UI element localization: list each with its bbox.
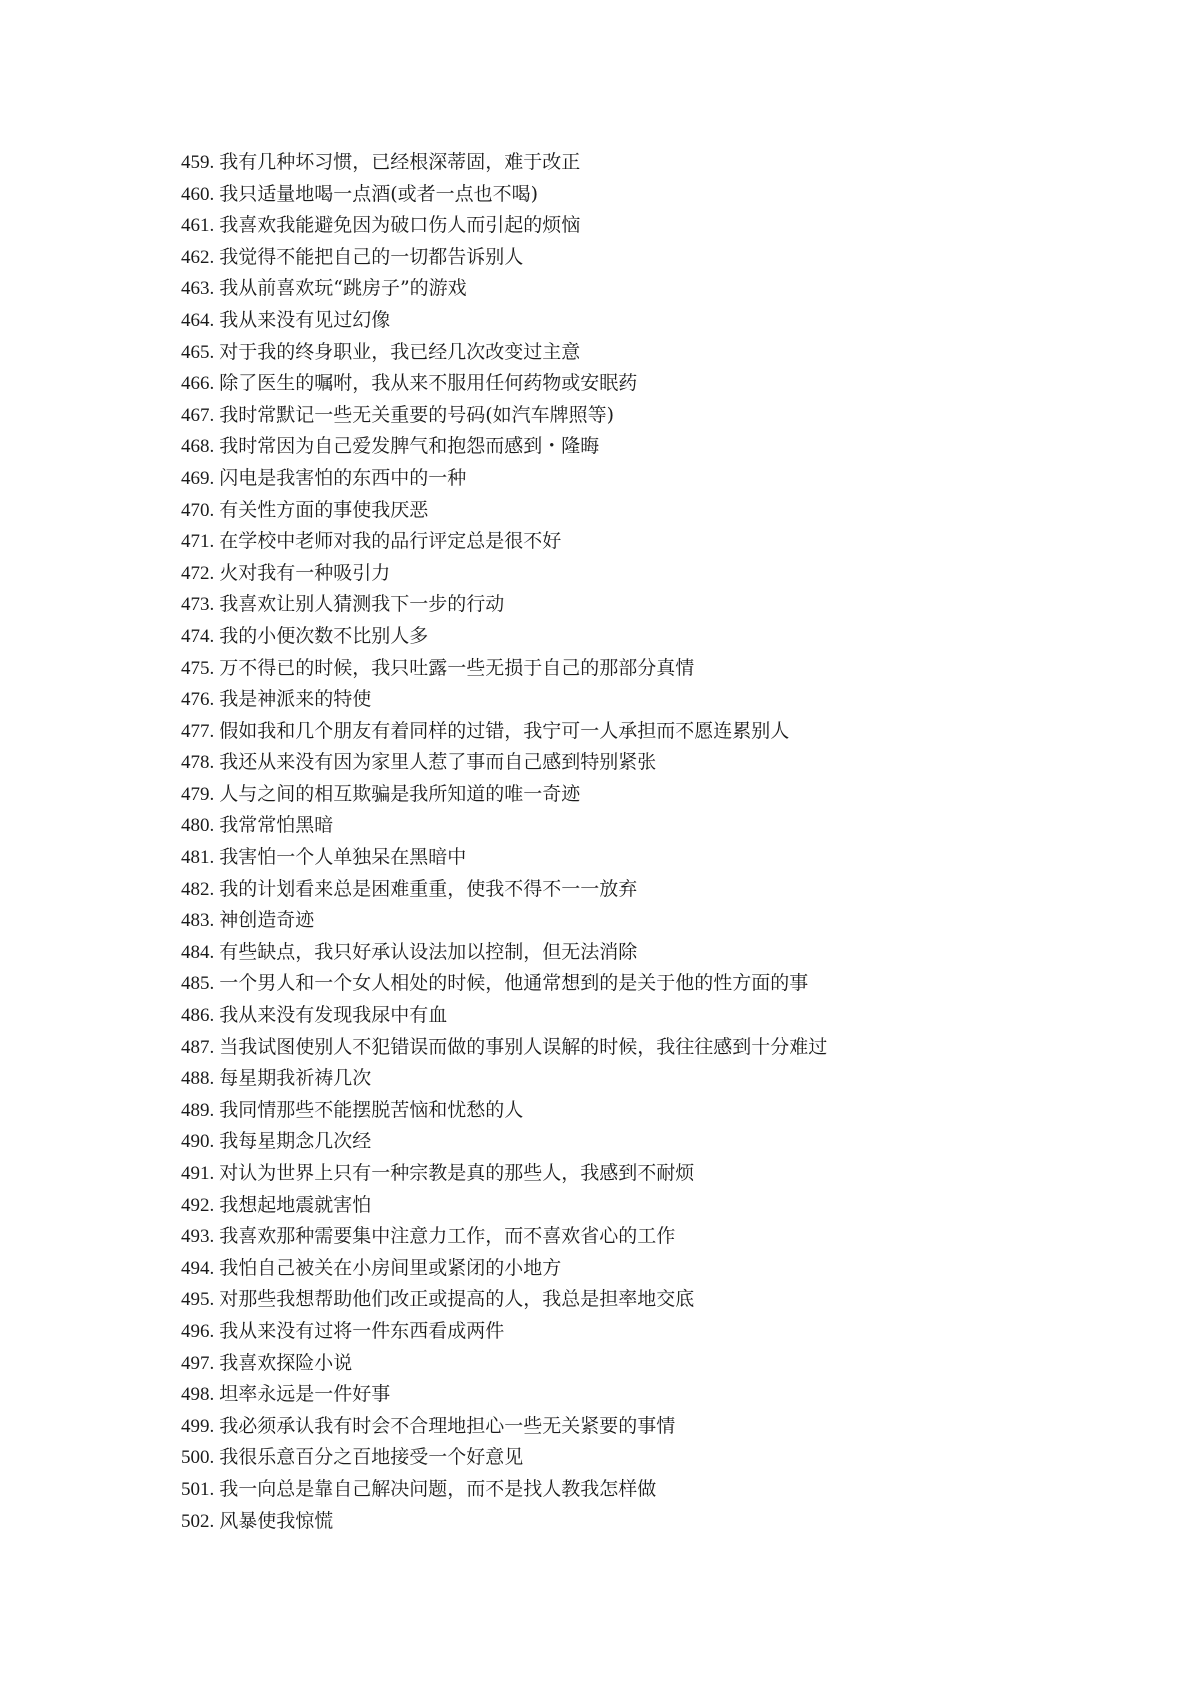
question-number: 501. — [181, 1478, 215, 1500]
question-number: 474. — [181, 625, 215, 647]
question-text: 除了医生的嘱咐，我从来不服用任何药物或安眠药 — [219, 372, 638, 395]
question-item — [181, 589, 827, 621]
question-item — [181, 1506, 827, 1538]
question-number: 466. — [181, 373, 215, 395]
question-item — [181, 526, 827, 558]
question-text: 有些缺点，我只好承认设法加以控制，但无法消除 — [219, 940, 638, 963]
question-text: 我想起地震就害怕 — [219, 1193, 372, 1216]
question-item — [181, 905, 827, 937]
question-text: 当我试图使别人不犯错误而做的事别人误解的时候，我往往感到十分难过 — [219, 1035, 828, 1058]
question-number: 481. — [181, 847, 215, 869]
question-item — [181, 242, 827, 274]
question-number: 465. — [181, 341, 215, 363]
question-item — [181, 147, 827, 179]
question-item — [181, 1190, 827, 1222]
question-number: 469. — [181, 467, 215, 489]
question-text: 风暴使我惊慌 — [219, 1509, 334, 1532]
question-text: 对认为世界上只有一种宗教是真的那些人，我感到不耐烦 — [219, 1162, 695, 1184]
question-item — [181, 337, 827, 369]
question-item — [181, 368, 827, 400]
question-item — [181, 747, 827, 779]
question-number: 470. — [181, 499, 215, 521]
question-text: 在学校中老师对我的品行评定总是很不好 — [219, 530, 562, 553]
question-text: 对于我的终身职业，我已经几次改变过主意 — [219, 340, 581, 363]
question-text: 我必须承认我有时会不合理地担心一些无关紧要的事情 — [219, 1414, 676, 1437]
question-number: 459. — [181, 152, 215, 173]
question-text: 我时常默记一些无关重要的号码(如汽车牌照等) — [219, 403, 615, 426]
question-number: 491. — [181, 1163, 215, 1184]
question-item — [181, 400, 827, 432]
question-number: 461. — [181, 215, 215, 237]
question-item — [181, 1474, 827, 1506]
question-number: 492. — [181, 1194, 215, 1216]
question-number: 464. — [181, 309, 215, 331]
question-number: 462. — [181, 246, 215, 268]
question-number: 485. — [181, 973, 215, 995]
question-item — [181, 1316, 827, 1348]
question-item — [181, 1126, 827, 1158]
question-text: 对那些我想帮助他们改正或提高的人，我总是担率地交底 — [219, 1288, 695, 1311]
question-number: 497. — [181, 1352, 215, 1374]
question-number: 476. — [181, 689, 215, 711]
question-number: 478. — [181, 752, 215, 774]
question-number: 498. — [181, 1384, 215, 1406]
question-number: 487. — [181, 1036, 215, 1058]
question-number: 482. — [181, 878, 215, 900]
question-text: 我的计划看来总是困难重重，使我不得不一一放弃 — [219, 877, 638, 900]
question-item — [181, 179, 827, 211]
question-text: 假如我和几个朋友有着同样的过错，我宁可一人承担而不愿连累别人 — [219, 719, 790, 742]
question-item — [181, 1032, 827, 1064]
question-item — [181, 1348, 827, 1380]
question-item — [181, 1063, 827, 1095]
question-number: 500. — [181, 1447, 215, 1469]
question-text: 我有几种坏习惯，已经根深蒂固，难于改正 — [219, 151, 581, 173]
question-number: 471. — [181, 531, 215, 553]
question-text: 我常常怕黑暗 — [219, 814, 334, 837]
question-text: 闪电是我害怕的东西中的一种 — [219, 466, 467, 489]
question-item — [181, 779, 827, 811]
question-number: 496. — [181, 1320, 215, 1342]
question-number: 472. — [181, 562, 215, 584]
question-item — [181, 937, 827, 969]
question-number: 460. — [181, 183, 215, 205]
question-text: 我一向总是靠自己解决问题，而不是找人教我怎样做 — [219, 1477, 657, 1500]
question-text: 有关性方面的事使我厌恶 — [219, 498, 429, 521]
question-text: 我喜欢探险小说 — [219, 1351, 353, 1374]
question-text: 我喜欢那种需要集中注意力工作，而不喜欢省心的工作 — [219, 1225, 676, 1248]
question-number: 502. — [181, 1510, 215, 1532]
question-text: 人与之间的相互欺骗是我所知道的唯一奇迹 — [219, 782, 581, 805]
question-number: 467. — [181, 404, 215, 426]
question-text: 我时常因为自己爱发脾气和抱怨而感到・隆晦 — [219, 435, 600, 458]
question-item — [181, 810, 827, 842]
question-text: 我是神派来的特使 — [219, 688, 372, 711]
question-text: 我每星期念几次经 — [219, 1130, 372, 1153]
question-number: 483. — [181, 910, 215, 932]
question-item — [181, 874, 827, 906]
question-item — [181, 1284, 827, 1316]
question-item — [181, 842, 827, 874]
question-number: 475. — [181, 657, 215, 679]
question-text: 我觉得不能把自己的一切都告诉别人 — [219, 245, 524, 268]
question-number: 463. — [181, 278, 215, 300]
question-text: 我很乐意百分之百地接受一个好意见 — [219, 1446, 524, 1469]
question-text: 我从来没有发现我尿中有血 — [219, 1004, 448, 1027]
question-text: 我的小便次数不比别人多 — [219, 624, 429, 647]
question-item — [181, 558, 827, 590]
question-text: 每星期我祈祷几次 — [219, 1067, 372, 1090]
question-text: 我只适量地喝一点酒(或者一点也不喝) — [219, 182, 539, 205]
question-item — [181, 621, 827, 653]
question-number: 477. — [181, 720, 215, 742]
question-text: 我从来没有见过幻像 — [219, 308, 391, 331]
question-text: 火对我有一种吸引力 — [219, 561, 391, 584]
question-text: 我从前喜欢玩“跳房子”的游戏 — [219, 277, 467, 300]
question-text: 我害怕一个人单独呆在黑暗中 — [219, 846, 467, 869]
question-text: 一个男人和一个女人相处的时候，他通常想到的是关于他的性方面的事 — [219, 972, 809, 995]
question-text: 坦率永远是一件好事 — [219, 1383, 391, 1406]
question-number: 468. — [181, 436, 215, 458]
question-text: 我喜欢让别人猜测我下一步的行动 — [219, 593, 505, 616]
question-number: 488. — [181, 1068, 215, 1090]
question-number: 479. — [181, 783, 215, 805]
question-number: 484. — [181, 941, 215, 963]
question-item — [181, 305, 827, 337]
question-item — [181, 653, 827, 685]
question-number: 493. — [181, 1226, 215, 1248]
question-text: 我从来没有过将一件东西看成两件 — [219, 1319, 505, 1342]
question-number: 495. — [181, 1289, 215, 1311]
question-item — [181, 1253, 827, 1285]
question-item — [181, 1221, 827, 1253]
question-text: 我怕自己被关在小房间里或紧闭的小地方 — [219, 1256, 562, 1279]
question-item — [181, 431, 827, 463]
question-number: 499. — [181, 1415, 215, 1437]
question-number: 480. — [181, 815, 215, 837]
question-item — [181, 1158, 827, 1190]
question-item — [181, 273, 827, 305]
question-item — [181, 463, 827, 495]
question-item — [181, 716, 827, 748]
question-number: 486. — [181, 1005, 215, 1027]
question-item — [181, 1411, 827, 1443]
question-text: 万不得已的时候，我只吐露一些无损于自己的那部分真情 — [219, 656, 695, 679]
question-number: 489. — [181, 1099, 215, 1121]
question-item — [181, 1095, 827, 1127]
question-item — [181, 1442, 827, 1474]
question-text: 神创造奇迹 — [219, 909, 315, 932]
question-number: 494. — [181, 1257, 215, 1279]
question-number: 490. — [181, 1131, 215, 1153]
question-item — [181, 1000, 827, 1032]
question-number: 473. — [181, 594, 215, 616]
question-text: 我还从来没有因为家里人惹了事而自己感到特别紧张 — [219, 751, 657, 774]
question-item — [181, 684, 827, 716]
question-item — [181, 495, 827, 527]
question-item — [181, 210, 827, 242]
question-item — [181, 1379, 827, 1411]
question-text: 我同情那些不能摆脱苦恼和忧愁的人 — [219, 1098, 524, 1121]
question-text: 我喜欢我能避免因为破口伤人而引起的烦恼 — [219, 214, 581, 237]
question-list — [181, 147, 827, 1537]
question-item — [181, 968, 827, 1000]
